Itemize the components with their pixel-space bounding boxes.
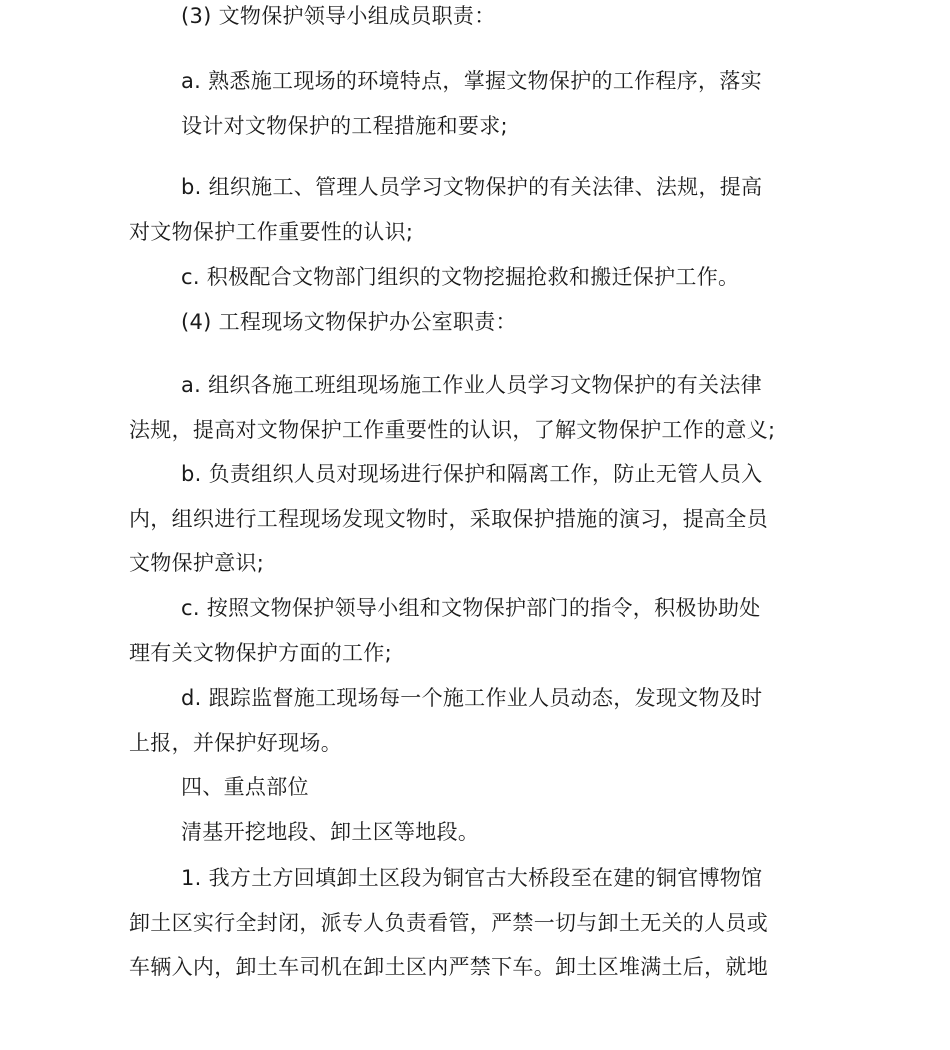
paragraph-3a-line-2: 设计对文物保护的工程措施和要求; xyxy=(181,114,508,138)
section-3-heading: (3) 文物保护领导小组成员职责： xyxy=(181,4,496,28)
paragraph-4b-line-2: 内，组织进行工程现场发现文物时，采取保护措施的演习，提高全员 xyxy=(129,507,768,531)
paragraph-4b-line-3: 文物保护意识; xyxy=(129,551,265,575)
paragraph-3b-line-2: 对文物保护工作重要性的认识; xyxy=(129,220,414,244)
paragraph-1-line-3: 车辆入内，卸土车司机在卸土区内严禁下车。卸土区堆满土后，就地 xyxy=(129,955,768,979)
section-four-heading: 四、重点部位 xyxy=(181,775,309,799)
paragraph-4d-line-1: d. 跟踪监督施工现场每一个施工作业人员动态，发现文物及时 xyxy=(181,686,763,710)
paragraph-3b-line-1: b. 组织施工、管理人员学习文物保护的有关法律、法规，提高 xyxy=(181,175,763,199)
paragraph-3a-line-1: a. 熟悉施工现场的环境特点，掌握文物保护的工作程序，落实 xyxy=(181,69,762,93)
paragraph-3c: c. 积极配合文物部门组织的文物挖掘抢救和搬迁保护工作。 xyxy=(181,265,740,289)
paragraph-4b-line-1: b. 负责组织人员对现场进行保护和隔离工作，防止无管人员入 xyxy=(181,462,763,486)
paragraph-4d-line-2: 上报，并保护好现场。 xyxy=(129,731,342,755)
paragraph-1-line-2: 卸土区实行全封闭，派专人负责看管，严禁一切与卸土无关的人员或 xyxy=(129,911,768,935)
section-4-heading: (4) 工程现场文物保护办公室职责： xyxy=(181,310,517,334)
paragraph-4a-line-2: 法规，提高对文物保护工作重要性的认识，了解文物保护工作的意义; xyxy=(129,418,776,442)
paragraph-4c-line-2: 理有关文物保护方面的工作; xyxy=(129,641,392,665)
key-area-summary: 清基开挖地段、卸土区等地段。 xyxy=(181,820,480,844)
paragraph-1-line-1: 1. 我方土方回填卸土区段为铜官古大桥段至在建的铜官博物馆 xyxy=(181,866,763,890)
paragraph-4c-line-1: c. 按照文物保护领导小组和文物保护部门的指令，积极协助处 xyxy=(181,596,761,620)
paragraph-4a-line-1: a. 组织各施工班组现场施工作业人员学习文物保护的有关法律 xyxy=(181,373,762,397)
